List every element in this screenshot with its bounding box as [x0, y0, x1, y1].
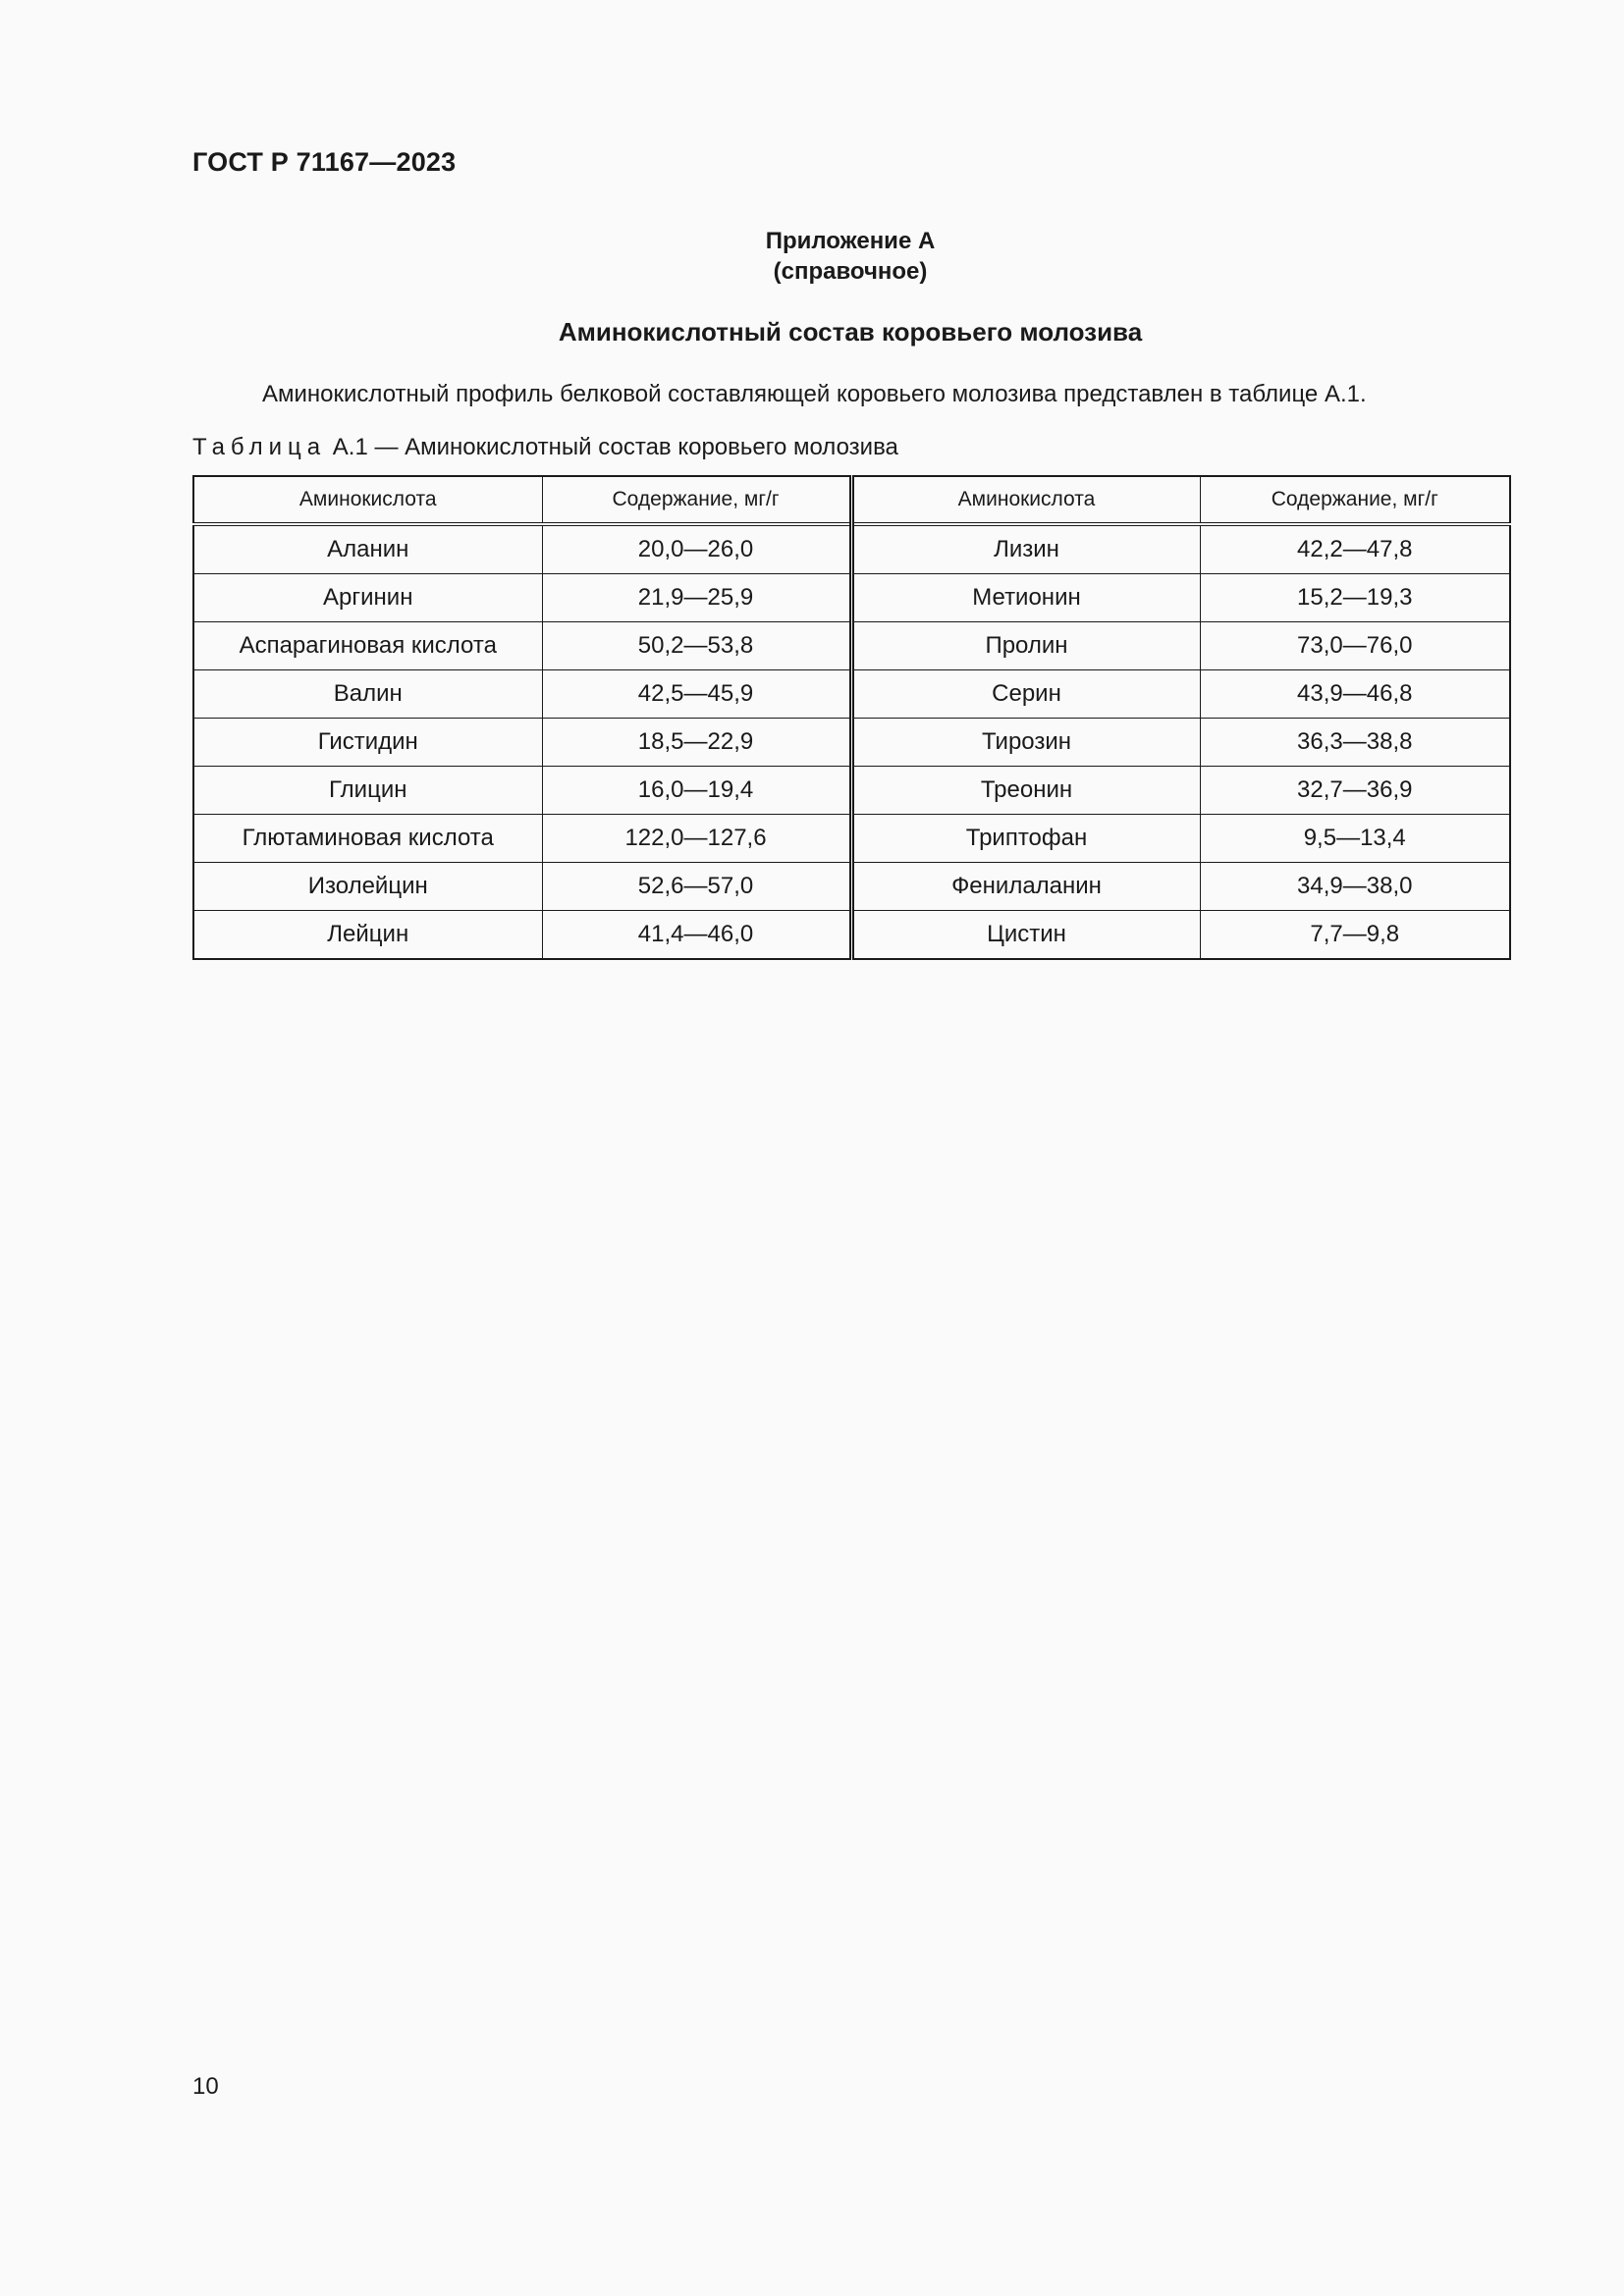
- content-cell: 18,5—22,9: [542, 719, 851, 767]
- intro-paragraph: Аминокислотный профиль белковой составляющей коровьего молозива представлен в таблице А.1.: [262, 381, 1367, 407]
- table-caption-prefix: Таблица: [192, 434, 327, 460]
- content-cell: 34,9—38,0: [1200, 863, 1510, 911]
- amino-acid-cell: Гистидин: [193, 719, 542, 767]
- header-amino-acid-right: Аминокислота: [851, 476, 1200, 524]
- amino-acid-cell: Глютаминовая кислота: [193, 815, 542, 863]
- content-cell: 43,9—46,8: [1200, 670, 1510, 719]
- section-title: Аминокислотный состав коровьего молозива: [558, 317, 1143, 347]
- amino-acid-cell: Метионин: [851, 574, 1200, 622]
- content-cell: 15,2—19,3: [1200, 574, 1510, 622]
- content-cell: 41,4—46,0: [542, 911, 851, 960]
- content-cell: 52,6—57,0: [542, 863, 851, 911]
- content-cell: 42,5—45,9: [542, 670, 851, 719]
- amino-acid-cell: Триптофан: [851, 815, 1200, 863]
- amino-acid-cell: Серин: [851, 670, 1200, 719]
- amino-acid-cell: Треонин: [851, 767, 1200, 815]
- amino-acid-cell: Аргинин: [193, 574, 542, 622]
- header-amino-acid-left: Аминокислота: [193, 476, 542, 524]
- amino-acid-cell: Лизин: [851, 524, 1200, 574]
- content-cell: 50,2—53,8: [542, 622, 851, 670]
- amino-acid-cell: Лейцин: [193, 911, 542, 960]
- amino-acid-cell: Валин: [193, 670, 542, 719]
- content-cell: 42,2—47,8: [1200, 524, 1510, 574]
- amino-acid-cell: Изолейцин: [193, 863, 542, 911]
- content-cell: 21,9—25,9: [542, 574, 851, 622]
- amino-acid-cell: Глицин: [193, 767, 542, 815]
- content-cell: 32,7—36,9: [1200, 767, 1510, 815]
- page-number: 10: [192, 2073, 219, 2100]
- appendix-title: Приложение А: [765, 228, 936, 254]
- table-row: [193, 670, 1510, 719]
- amino-acid-cell: Пролин: [851, 622, 1200, 670]
- appendix-subtitle: (справочное): [773, 258, 928, 285]
- header-content-right: Содержание, мг/г: [1200, 476, 1510, 524]
- amino-acid-table: [192, 475, 1511, 960]
- content-cell: 7,7—9,8: [1200, 911, 1510, 960]
- content-cell: 73,0—76,0: [1200, 622, 1510, 670]
- table-row: [193, 524, 1510, 574]
- amino-acid-cell: Аланин: [193, 524, 542, 574]
- table-row: [193, 911, 1510, 960]
- table-row: [193, 574, 1510, 622]
- header-content-left: Содержание, мг/г: [542, 476, 851, 524]
- table-row: [193, 863, 1510, 911]
- table-row: [193, 622, 1510, 670]
- document-code: ГОСТ Р 71167—2023: [192, 147, 457, 177]
- amino-acid-cell: Фенилаланин: [851, 863, 1200, 911]
- content-cell: 20,0—26,0: [542, 524, 851, 574]
- table-caption-text: А.1 — Аминокислотный состав коровьего молозива: [326, 434, 898, 460]
- content-cell: 9,5—13,4: [1200, 815, 1510, 863]
- content-cell: 122,0—127,6: [542, 815, 851, 863]
- table-row: [193, 719, 1510, 767]
- table-caption: [192, 434, 898, 461]
- table-row: [193, 815, 1510, 863]
- amino-acid-cell: Тирозин: [851, 719, 1200, 767]
- amino-acid-cell: Цистин: [851, 911, 1200, 960]
- content-cell: 16,0—19,4: [542, 767, 851, 815]
- table-header-row: [193, 476, 1510, 524]
- content-cell: 36,3—38,8: [1200, 719, 1510, 767]
- table-row: [193, 767, 1510, 815]
- amino-acid-cell: Аспарагиновая кислота: [193, 622, 542, 670]
